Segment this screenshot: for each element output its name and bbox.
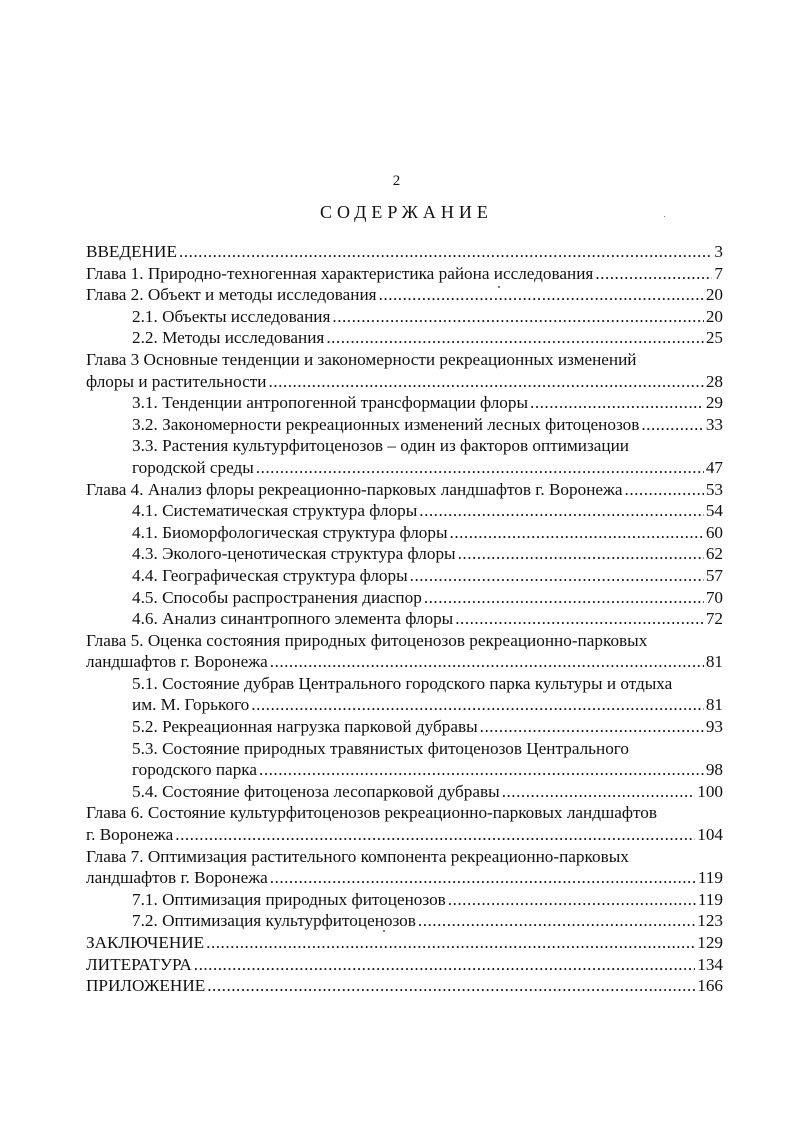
toc-entry: [86, 846, 723, 889]
toc-page-number: 62: [705, 544, 723, 564]
toc-page-number: 104: [697, 825, 723, 845]
toc-subentry: [86, 738, 723, 781]
toc-page-number: 3: [714, 242, 723, 261]
toc-page-number: 81: [705, 652, 723, 672]
toc-entry-title-line: 3.3. Растения культурфитоценозов – один из факторов оптимизации: [132, 436, 630, 456]
toc-page-number: 7: [714, 263, 723, 283]
toc-entry-title: 4.5. Способы распространения диаспор: [132, 587, 422, 607]
dot-leader: [332, 306, 703, 328]
dot-leader: [194, 954, 695, 976]
scan-speck: [383, 930, 385, 932]
dot-leader: [270, 867, 696, 889]
dot-leader: [419, 500, 704, 522]
dot-leader: [458, 543, 704, 565]
toc-entry-title-line: Глава 3 Основные тенденции и закономерности рекреационных изменений: [86, 349, 637, 369]
toc-entry-title: 4.4. Географическая структура флоры: [132, 565, 408, 585]
toc-entry: [86, 479, 723, 501]
toc-entry-title: им. М. Горького: [132, 695, 250, 715]
toc-entry-title: городского парка: [132, 760, 258, 780]
toc-page-number: 20: [705, 306, 723, 326]
dot-leader: [448, 889, 696, 911]
toc-entry-title: 7.1. Оптимизация природных фитоценозов: [132, 889, 446, 909]
dot-leader: [251, 694, 704, 716]
toc-entry-title: городской среды: [132, 457, 254, 477]
toc-entry-title: 3.1. Тенденции антропогенной трансформации флоры: [132, 393, 529, 413]
toc-page-number: 81: [705, 695, 723, 715]
dot-leader: [175, 824, 695, 846]
toc-entry-title-line: Глава 6. Состояние культурфитоценозов рекреационно-парковых ландшафтов: [86, 803, 657, 823]
dot-leader: [379, 284, 704, 306]
toc-entry-title: 4.1. Биоморфологическая структура флоры: [132, 522, 448, 542]
toc-page-number: 100: [697, 781, 723, 801]
toc-subentry: [86, 716, 723, 738]
toc-entry-title: ландшафтов г. Воронежа: [86, 868, 268, 888]
toc-entry-title-line: 5.1. Состояние дубрав Центрального городского парка культуры и отдыха: [132, 673, 673, 693]
toc-entry-title: Глава 4. Анализ флоры рекреационно-парковых ландшафтов г. Воронежа: [86, 479, 623, 499]
toc-entry: [86, 349, 723, 392]
toc-subentry: [86, 522, 723, 544]
toc-entry: [86, 263, 723, 285]
toc-entry: [86, 975, 723, 997]
toc-page-number: 60: [705, 522, 723, 542]
toc-entry-title: 5.4. Состояние фитоценоза лесопарковой дубравы: [132, 781, 500, 801]
toc-page-number: 20: [705, 285, 723, 305]
dot-leader: [502, 781, 696, 803]
toc-subentry: [86, 781, 723, 803]
scan-speck: [498, 286, 500, 288]
dot-leader: [259, 759, 704, 781]
toc-entry-title: 5.2. Рекреационная нагрузка парковой дубравы: [132, 717, 478, 737]
toc-entry-title: 2.1. Объекты исследования: [132, 306, 331, 326]
dot-leader: [455, 608, 704, 630]
toc-entry-title: ВВЕДЕНИЕ: [86, 242, 177, 261]
toc-entry-title-line: Глава 5. Оценка состояния природных фитоценозов рекреационно-парковых: [86, 630, 648, 650]
toc-subentry: [86, 435, 723, 478]
toc-entry-title: 4.6. Анализ синантропного элемента флоры: [132, 609, 454, 629]
toc-page-number: 166: [697, 976, 723, 996]
dot-leader: [641, 414, 703, 436]
toc-entry: [86, 284, 723, 306]
toc-page-number: 54: [705, 501, 723, 521]
toc-entry: [86, 932, 723, 954]
dot-leader: [207, 975, 695, 997]
toc-title: СОДЕРЖАНИЕ: [320, 202, 493, 222]
toc-entry-title: 4.3. Эколого-ценотическая структура флоры: [132, 544, 456, 564]
toc-entry-title: Глава 2. Объект и методы исследования: [86, 285, 377, 305]
toc-entry-title-line: 5.3. Состояние природных травянистых фитоценозов Центрального: [132, 738, 630, 758]
dot-leader: [410, 565, 704, 587]
toc-entry-title: 2.2. Методы исследования: [132, 328, 325, 348]
toc-subentry: [86, 565, 723, 587]
toc-page-number: 47: [705, 457, 723, 477]
toc-page-number: 123: [697, 911, 723, 931]
toc-entry-title: 3.2. Закономерности рекреационных изменений лесных фитоценозов: [132, 414, 640, 434]
toc-entry-title: ПРИЛОЖЕНИЕ: [86, 976, 206, 996]
toc-subentry: [86, 306, 723, 328]
toc-entry: [86, 630, 723, 673]
toc-page-number: 57: [705, 565, 723, 585]
toc-entry-title: ЗАКЛЮЧЕНИЕ: [86, 933, 205, 952]
toc-page-number: 119: [697, 868, 723, 888]
toc-page-number: 93: [705, 717, 723, 737]
toc-subentry: [86, 673, 723, 716]
toc-entry-title: г. Воронежа: [86, 825, 174, 845]
toc-page-number: 134: [697, 954, 723, 974]
toc-entry-title-line: Глава 7. Оптимизация растительного компонента рекреационно-парковых: [86, 846, 629, 866]
toc-entry: [86, 802, 723, 845]
toc-page-number: 28: [705, 371, 723, 391]
toc-page-number: 70: [705, 587, 723, 607]
dot-leader: [270, 651, 704, 673]
toc-subentry: [86, 889, 723, 911]
toc-subentry: [86, 608, 723, 630]
toc-entry-title: 7.2. Оптимизация культурфитоценозов: [132, 911, 416, 931]
toc-subentry: [86, 500, 723, 522]
dot-leader: [418, 910, 695, 932]
dot-leader: [595, 263, 712, 285]
toc-entry: [86, 954, 723, 976]
toc-page-number: 25: [705, 328, 723, 348]
dot-leader: [450, 522, 704, 544]
toc-subentry: [86, 414, 723, 436]
toc-subentry: [86, 910, 723, 932]
toc-subentry: [86, 543, 723, 565]
toc-entry-title: 4.1. Систематическая структура флоры: [132, 501, 418, 521]
dot-leader: [179, 241, 712, 263]
toc-page-number: 29: [705, 393, 723, 413]
toc-entry-title: ЛИТЕРАТУРА: [86, 954, 192, 974]
toc-subentry: [86, 392, 723, 414]
toc-page-number: 33: [705, 414, 723, 434]
toc-entry: [86, 241, 723, 263]
toc-subentry: [86, 587, 723, 609]
dot-leader: [424, 587, 704, 609]
dot-leader: [480, 716, 704, 738]
toc-page-number: 72: [705, 609, 723, 629]
dot-leader: [530, 392, 704, 414]
toc-page-number: 53: [705, 479, 723, 499]
toc-entry-title: флоры и растительности: [86, 371, 267, 391]
dot-leader: [256, 457, 704, 479]
toc-subentry: [86, 327, 723, 349]
dot-leader: [269, 371, 704, 393]
toc-page-number: 98: [705, 760, 723, 780]
toc-page-number: 119: [697, 889, 723, 909]
table-of-contents: [86, 241, 723, 997]
toc-page-number: 129: [697, 933, 723, 952]
dot-leader: [206, 932, 695, 954]
page-number: 2: [392, 173, 401, 189]
dot-leader: [326, 327, 703, 349]
toc-entry-title: Глава 1. Природно-техногенная характеристика района исследования: [86, 263, 594, 283]
dot-leader: [625, 479, 704, 501]
scan-speck: [664, 216, 665, 217]
toc-entry-title: ландшафтов г. Воронежа: [86, 652, 268, 672]
